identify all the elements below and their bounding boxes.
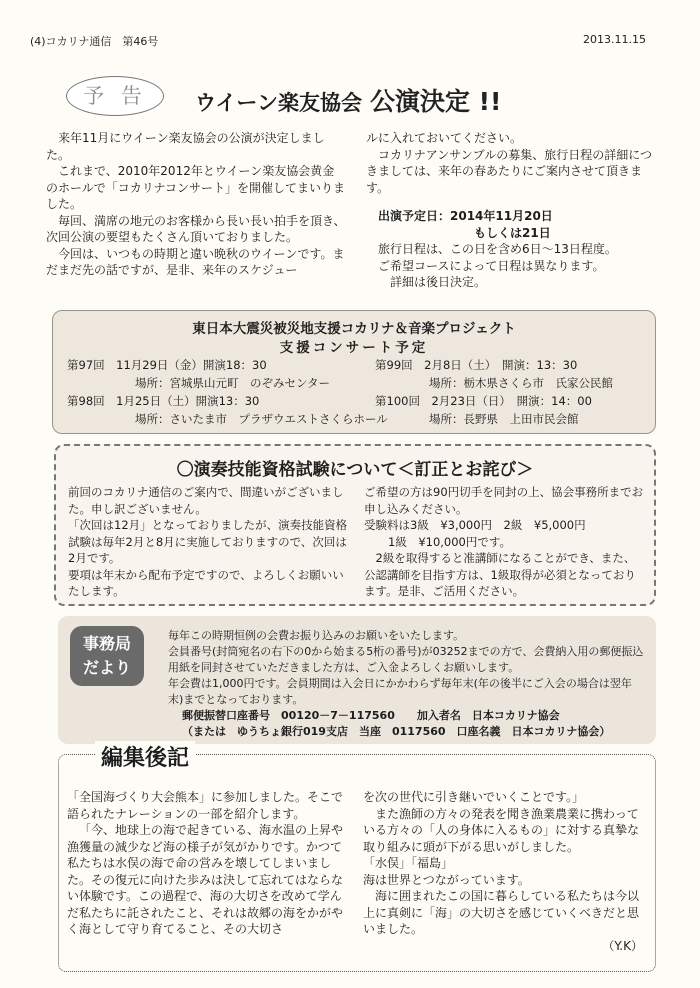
exam-title: 〇演奏技能資格試験について＜訂正とお詫び＞ xyxy=(176,460,534,480)
office-account: 郵便振替口座番号 00120－7－117560 加入者名 日本コカリナ協会 xyxy=(182,709,560,722)
yokoku-paragraph: ルに入れておいてください。 xyxy=(366,131,523,145)
concert-98-date: 第98回 1月25日（土）開演13：30 xyxy=(67,394,260,408)
editor-paragraph: 「今、地球上の海で起きている、海水温の上昇や漁獲量の減少など海の様子が気がかりです。かつて私たちは水俣の海で命の営みを壊してしまいました。その復元に向けた歩みは決して忘れてはならない体験です。この過程で、海の大切さを改めて学んだ私たちに託されたこと、それは故郷の海をかがやく海として守り育てること、その大切さ xyxy=(67,823,344,936)
exam-paragraph: 「次回は12月」となっておりましたが、演奏技能資格試験は毎年2月と8月に実施しておりますので、次回は2月です。 xyxy=(68,518,348,565)
exam-paragraph: 前回のコカリナ通信のご案内で、間違いがございました。申し訳ございません。 xyxy=(68,485,344,516)
main-title xyxy=(195,82,501,118)
yokoku-paragraph: 毎回、満席の地元のお客様から長い長い拍手を頂き、次回公演の要望もたくさん頂いておりました。 xyxy=(46,213,346,244)
exam-paragraph: 要項は年末から配布予定ですので、よろしくお願いいたします。 xyxy=(68,567,344,598)
support-subtitle: 支援コンサート予定 xyxy=(279,340,429,356)
main-title-emphasis: 公演決定 !! xyxy=(369,87,502,116)
yokoku-right-column xyxy=(366,130,656,291)
exam-fee: 1級 ¥10,000円です。 xyxy=(388,534,511,549)
editor-paragraph: を次の世代に引き継いでいくことです。」 xyxy=(363,790,585,804)
main-title-text: ウイーン楽友協会 xyxy=(195,91,362,115)
support-title: 東日本大震災被災地支援コカリナ＆音楽プロジェクト xyxy=(192,321,516,337)
yokoku-paragraph: コカリナアンサンブルの募集、旅行日程の詳細につきましては、来年の春あたりにご案内させて頂きます。 xyxy=(366,147,652,195)
office-line: 年会費は1,000円です。会員期間は入会日にかかわらず毎年末(年の後半にご入会の場合は翌年末)までとなっております。 xyxy=(168,677,632,706)
yokoku-paragraph: 今回は、いつもの時期と違い晩秋のウイーンです。まだまだ先の話ですが、是非、来年のスケジュー xyxy=(46,246,345,277)
editor-left-column xyxy=(67,789,343,938)
office-account-alt: （または ゆうちょ銀行019支店 当座 0117560 口座名義 日本コカリナ協会） xyxy=(182,725,611,738)
trip-line: 詳細は後日決定。 xyxy=(390,275,487,289)
exam-paragraph: ご希望の方は90円切手を同封の上、協会事務所までお申し込みください。 xyxy=(364,485,644,516)
schedule-label: 出演予定日：2014年11月20日 xyxy=(378,209,553,223)
editor-paragraph: 海に囲まれたこの国に暮らしている私たちは今以上に真剣に「海」の大切さを感じていくべきだと思いました。 xyxy=(363,889,640,936)
concert-100-place: 場所：長野県 上田市民会館 xyxy=(429,412,579,426)
concert-99-date: 第99回 2月8日（土） 開演：13：30 xyxy=(375,358,578,372)
editor-paragraph: 「水俣」「福島」 xyxy=(363,856,454,870)
exam-left-column xyxy=(68,484,354,600)
header-date: 2013.11.15 xyxy=(583,33,646,46)
yokoku-paragraph: 来年11月にウイーン楽友協会の公演が決定しました。 xyxy=(46,131,325,162)
yokoku-badge: 予 告 xyxy=(66,76,164,116)
trip-line: 旅行日程は、この日を含め6日～13日程度。 xyxy=(378,242,617,256)
office-box xyxy=(58,616,656,744)
concert-98-place: 場所：さいたま市 プラザウエストさくらホール xyxy=(135,412,388,426)
editor-right-column xyxy=(363,789,643,954)
editor-paragraph: 「全国海づくり大会熊本」に参加しました。そこで語られたナレーションの一部を紹介します。 xyxy=(67,790,344,821)
editor-box xyxy=(58,746,656,972)
office-badge xyxy=(70,626,144,686)
schedule-alt: もしくは21日 xyxy=(474,225,551,240)
office-text xyxy=(168,628,646,740)
trip-line: ご希望コースによって日程は異なります。 xyxy=(378,258,605,273)
concert-97-place: 場所：宮城県山元町 のぞみセンター xyxy=(135,376,331,390)
concert-99-place: 場所：栃木県さくら市 氏家公民館 xyxy=(429,376,613,390)
concert-97-date: 第97回 11月29日（金）開演18：30 xyxy=(67,358,267,372)
concert-100-date: 第100回 2月23日（日） 開演：14：00 xyxy=(375,394,592,408)
exam-box xyxy=(54,444,656,606)
editor-paragraph: また漁師の方々の発表を聞き漁業農業に携わっている方々の「人の身体に入るもの」に対する真摯な取り組みに頭が下がる思いがしました。 xyxy=(363,806,640,854)
support-concert-box xyxy=(52,310,656,434)
exam-right-column xyxy=(364,484,646,600)
editor-paragraph: 海は世界とつながっています。 xyxy=(363,872,530,887)
editor-signature: （Y.K） xyxy=(602,938,643,953)
office-line: 会員番号(封筒宛名の右下の0から始まる5桁の番号)が03252までの方で、会費納入用の郵便振込用紙を同封させていただきました方は、ご入金よろしくお願いします。 xyxy=(168,645,644,674)
yokoku-paragraph: これまで、2010年2012年とウイーン楽友協会黄金のホールで「コカリナコンサート」を開催してまいりました。 xyxy=(46,164,346,211)
editor-title: 編集後記 xyxy=(95,741,195,772)
yokoku-left-column xyxy=(46,130,346,279)
office-badge-line1: 事務局 xyxy=(82,634,131,653)
exam-paragraph: 2級を取得すると准講師になることができ、また、公認講師を目指す方は、1級取得が必須となっております。是非、ご活用ください。 xyxy=(364,551,636,598)
office-line: 毎年この時期恒例の会費お振り込みのお願いをいたします。 xyxy=(168,629,465,642)
office-badge-line2: だより xyxy=(82,658,131,677)
header-issue: (4)コカリナ通信 第46号 xyxy=(30,35,159,48)
exam-fee: 受験料は3級 ¥3,000円 2級 ¥5,000円 xyxy=(364,518,586,532)
